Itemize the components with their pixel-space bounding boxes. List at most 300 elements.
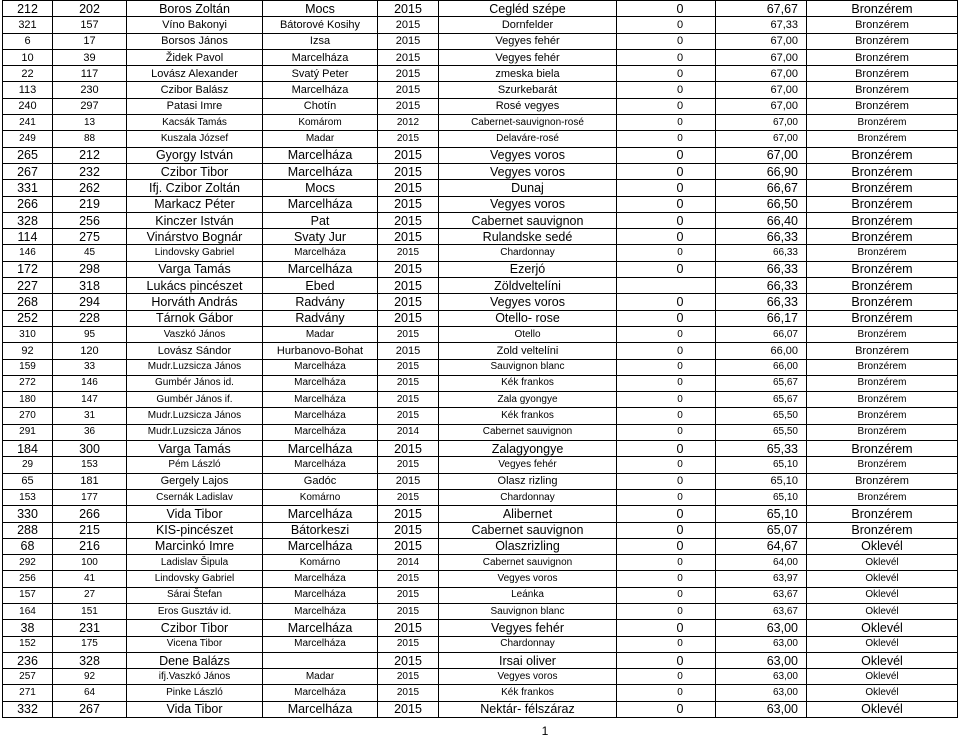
cell-village: Marcelháza xyxy=(263,392,378,408)
cell-wine-name: Vegyes voros xyxy=(439,147,617,163)
cell-col-zero: 0 xyxy=(617,326,716,342)
cell-col-zero: 0 xyxy=(617,66,716,82)
cell-village: Gadóc xyxy=(263,473,378,489)
cell-award: Bronzérem xyxy=(807,180,958,196)
cell-entry-number: 152 xyxy=(3,636,53,652)
cell-village: Madar xyxy=(263,131,378,147)
page-number: 1 xyxy=(541,724,549,738)
cell-score: 66,17 xyxy=(716,310,807,326)
cell-wine-name: Zalagyongye xyxy=(439,441,617,457)
cell-award: Oklevél xyxy=(807,538,958,554)
cell-col-zero: 0 xyxy=(617,131,716,147)
cell-entry-number: 6 xyxy=(3,33,53,49)
cell-sample-number: 151 xyxy=(53,603,127,619)
cell-vintage: 2015 xyxy=(378,441,439,457)
cell-vintage: 2015 xyxy=(378,326,439,342)
cell-vintage: 2015 xyxy=(378,180,439,196)
cell-sample-number: 153 xyxy=(53,457,127,473)
cell-wine-name: Chardonnay xyxy=(439,245,617,261)
cell-award: Bronzérem xyxy=(807,245,958,261)
cell-award: Oklevél xyxy=(807,587,958,603)
cell-vintage: 2015 xyxy=(378,82,439,98)
cell-wine-name: Vegyes fehér xyxy=(439,620,617,636)
table-row xyxy=(3,392,958,408)
cell-col-zero: 0 xyxy=(617,424,716,440)
cell-entry-number: 266 xyxy=(3,196,53,212)
cell-producer: Markacz Péter xyxy=(127,196,263,212)
cell-village: Radvány xyxy=(263,294,378,310)
cell-score: 66,33 xyxy=(716,294,807,310)
cell-producer: Kuszala József xyxy=(127,131,263,147)
cell-producer: Lindovsky Gabriel xyxy=(127,571,263,587)
cell-entry-number: 153 xyxy=(3,489,53,505)
cell-vintage: 2015 xyxy=(378,636,439,652)
cell-producer: Sárai Štefan xyxy=(127,587,263,603)
cell-sample-number: 328 xyxy=(53,652,127,668)
cell-vintage: 2015 xyxy=(378,489,439,505)
cell-sample-number: 146 xyxy=(53,375,127,391)
cell-sample-number: 216 xyxy=(53,538,127,554)
cell-producer: Eros Gusztáv id. xyxy=(127,603,263,619)
cell-vintage: 2015 xyxy=(378,522,439,538)
cell-award: Bronzérem xyxy=(807,261,958,277)
cell-sample-number: 232 xyxy=(53,163,127,179)
cell-wine-name: Ezerjó xyxy=(439,261,617,277)
cell-entry-number: 180 xyxy=(3,392,53,408)
cell-entry-number: 288 xyxy=(3,522,53,538)
cell-vintage: 2015 xyxy=(378,1,439,17)
cell-sample-number: 95 xyxy=(53,326,127,342)
cell-score: 63,67 xyxy=(716,603,807,619)
cell-score: 67,33 xyxy=(716,17,807,33)
cell-producer: Ifj. Czibor Zoltán xyxy=(127,180,263,196)
cell-col-zero: 0 xyxy=(617,33,716,49)
cell-producer: Patasi Imre xyxy=(127,98,263,114)
cell-sample-number: 45 xyxy=(53,245,127,261)
cell-wine-name: Zala gyongye xyxy=(439,392,617,408)
cell-wine-name: Dunaj xyxy=(439,180,617,196)
cell-entry-number: 172 xyxy=(3,261,53,277)
cell-award: Oklevél xyxy=(807,636,958,652)
cell-col-zero: 0 xyxy=(617,473,716,489)
cell-entry-number: 236 xyxy=(3,652,53,668)
cell-vintage: 2015 xyxy=(378,506,439,522)
cell-producer: Varga Tamás xyxy=(127,261,263,277)
cell-col-zero: 0 xyxy=(617,49,716,65)
cell-vintage: 2015 xyxy=(378,375,439,391)
cell-sample-number: 297 xyxy=(53,98,127,114)
cell-entry-number: 159 xyxy=(3,359,53,375)
cell-sample-number: 39 xyxy=(53,49,127,65)
cell-sample-number: 230 xyxy=(53,82,127,98)
cell-wine-name: Alibernet xyxy=(439,506,617,522)
table-row xyxy=(3,669,958,685)
table-row xyxy=(3,571,958,587)
cell-entry-number: 249 xyxy=(3,131,53,147)
cell-sample-number: 181 xyxy=(53,473,127,489)
cell-entry-number: 227 xyxy=(3,278,53,294)
cell-score: 67,00 xyxy=(716,98,807,114)
cell-producer: Vicena Tibor xyxy=(127,636,263,652)
table-row xyxy=(3,278,958,294)
cell-score: 63,00 xyxy=(716,636,807,652)
cell-producer: Dene Balázs xyxy=(127,652,263,668)
cell-award: Bronzérem xyxy=(807,98,958,114)
cell-producer: Ladislav Šipula xyxy=(127,555,263,571)
table-row xyxy=(3,33,958,49)
cell-sample-number: 262 xyxy=(53,180,127,196)
cell-wine-name: Leánka xyxy=(439,587,617,603)
cell-col-zero: 0 xyxy=(617,1,716,17)
cell-village: Marcelháza xyxy=(263,261,378,277)
cell-col-zero: 0 xyxy=(617,636,716,652)
table-row xyxy=(3,457,958,473)
cell-award: Bronzérem xyxy=(807,424,958,440)
cell-col-zero: 0 xyxy=(617,261,716,277)
cell-score: 67,00 xyxy=(716,131,807,147)
cell-score: 65,10 xyxy=(716,506,807,522)
cell-producer: Kacsák Tamás xyxy=(127,115,263,131)
cell-sample-number: 300 xyxy=(53,441,127,457)
table-row xyxy=(3,49,958,65)
cell-producer: Vida Tibor xyxy=(127,506,263,522)
table-row xyxy=(3,212,958,228)
table-row xyxy=(3,701,958,717)
table-row xyxy=(3,245,958,261)
cell-vintage: 2015 xyxy=(378,98,439,114)
cell-col-zero: 0 xyxy=(617,245,716,261)
cell-score: 64,67 xyxy=(716,538,807,554)
cell-score: 67,67 xyxy=(716,1,807,17)
cell-award: Oklevél xyxy=(807,701,958,717)
cell-sample-number: 33 xyxy=(53,359,127,375)
cell-producer: ifj.Vaszkó János xyxy=(127,669,263,685)
cell-score: 67,00 xyxy=(716,33,807,49)
cell-score: 63,00 xyxy=(716,669,807,685)
cell-vintage: 2015 xyxy=(378,538,439,554)
cell-entry-number: 256 xyxy=(3,571,53,587)
cell-village: Marcelháza xyxy=(263,457,378,473)
cell-wine-name: Chardonnay xyxy=(439,489,617,505)
cell-col-zero: 0 xyxy=(617,17,716,33)
cell-producer: Pém László xyxy=(127,457,263,473)
table-row xyxy=(3,66,958,82)
cell-col-zero: 0 xyxy=(617,147,716,163)
cell-wine-name: Cabernet-sauvignon-rosé xyxy=(439,115,617,131)
cell-wine-name: Rulandske sedé xyxy=(439,229,617,245)
cell-col-zero: 0 xyxy=(617,685,716,701)
cell-award: Bronzérem xyxy=(807,131,958,147)
cell-vintage: 2015 xyxy=(378,587,439,603)
cell-producer: Lovász Alexander xyxy=(127,66,263,82)
cell-village: Marcelháza xyxy=(263,375,378,391)
cell-score: 67,00 xyxy=(716,82,807,98)
cell-wine-name: Delaváre-rosé xyxy=(439,131,617,147)
cell-entry-number: 332 xyxy=(3,701,53,717)
cell-vintage: 2015 xyxy=(378,603,439,619)
cell-producer: Mudr.Luzsicza János xyxy=(127,359,263,375)
cell-village: Marcelháza xyxy=(263,538,378,554)
cell-sample-number: 157 xyxy=(53,17,127,33)
cell-col-zero: 0 xyxy=(617,180,716,196)
cell-village: Mocs xyxy=(263,180,378,196)
cell-col-zero: 0 xyxy=(617,359,716,375)
cell-village: Svaty Jur xyxy=(263,229,378,245)
cell-village: Marcelháza xyxy=(263,408,378,424)
cell-score: 65,10 xyxy=(716,457,807,473)
cell-village: Marcelháza xyxy=(263,587,378,603)
cell-vintage: 2015 xyxy=(378,229,439,245)
cell-producer: Pinke László xyxy=(127,685,263,701)
cell-sample-number: 228 xyxy=(53,310,127,326)
cell-producer: KIS-pincészet xyxy=(127,522,263,538)
cell-award: Bronzérem xyxy=(807,375,958,391)
cell-score: 66,40 xyxy=(716,212,807,228)
table-row xyxy=(3,538,958,554)
cell-village: Komárom xyxy=(263,115,378,131)
cell-village: Bátorkeszi xyxy=(263,522,378,538)
cell-col-zero: 0 xyxy=(617,98,716,114)
cell-vintage: 2015 xyxy=(378,163,439,179)
cell-village: Marcelháza xyxy=(263,359,378,375)
cell-village: Komárno xyxy=(263,555,378,571)
table-row xyxy=(3,636,958,652)
cell-entry-number: 65 xyxy=(3,473,53,489)
cell-award: Bronzérem xyxy=(807,522,958,538)
cell-entry-number: 240 xyxy=(3,98,53,114)
cell-award: Bronzérem xyxy=(807,229,958,245)
cell-col-zero: 0 xyxy=(617,603,716,619)
cell-producer: Víno Bakonyi xyxy=(127,17,263,33)
cell-vintage: 2015 xyxy=(378,131,439,147)
cell-wine-name: Vegyes fehér xyxy=(439,33,617,49)
cell-entry-number: 113 xyxy=(3,82,53,98)
cell-wine-name: Vegyes voros xyxy=(439,294,617,310)
cell-village: Madar xyxy=(263,326,378,342)
cell-village: Marcelháza xyxy=(263,685,378,701)
cell-village: Marcelháza xyxy=(263,441,378,457)
cell-entry-number: 328 xyxy=(3,212,53,228)
cell-wine-name: Rosé vegyes xyxy=(439,98,617,114)
cell-producer: Vinárstvo Bognár xyxy=(127,229,263,245)
cell-score: 66,33 xyxy=(716,261,807,277)
cell-village: Marcelháza xyxy=(263,196,378,212)
cell-award: Bronzérem xyxy=(807,17,958,33)
results-table xyxy=(2,0,958,718)
cell-village: Pat xyxy=(263,212,378,228)
cell-award: Bronzérem xyxy=(807,489,958,505)
cell-sample-number: 177 xyxy=(53,489,127,505)
cell-entry-number: 331 xyxy=(3,180,53,196)
cell-entry-number: 265 xyxy=(3,147,53,163)
cell-vintage: 2012 xyxy=(378,115,439,131)
cell-entry-number: 292 xyxy=(3,555,53,571)
table-row xyxy=(3,473,958,489)
cell-sample-number: 31 xyxy=(53,408,127,424)
cell-wine-name: Olaszrizling xyxy=(439,538,617,554)
cell-producer: Židek Pavol xyxy=(127,49,263,65)
cell-village: Marcelháza xyxy=(263,163,378,179)
cell-score: 66,50 xyxy=(716,196,807,212)
cell-producer: Vida Tibor xyxy=(127,701,263,717)
cell-village: Mocs xyxy=(263,1,378,17)
cell-score: 63,97 xyxy=(716,571,807,587)
cell-wine-name: zmeska biela xyxy=(439,66,617,82)
cell-score: 66,33 xyxy=(716,229,807,245)
cell-vintage: 2015 xyxy=(378,669,439,685)
cell-wine-name: Vegyes voros xyxy=(439,669,617,685)
cell-producer: Mudr.Luzsicza János xyxy=(127,424,263,440)
cell-sample-number: 27 xyxy=(53,587,127,603)
cell-wine-name: Kék frankos xyxy=(439,375,617,391)
table-row xyxy=(3,652,958,668)
cell-sample-number: 64 xyxy=(53,685,127,701)
cell-vintage: 2015 xyxy=(378,212,439,228)
cell-award: Bronzérem xyxy=(807,147,958,163)
cell-producer: Gyorgy István xyxy=(127,147,263,163)
cell-col-zero: 0 xyxy=(617,229,716,245)
cell-col-zero: 0 xyxy=(617,392,716,408)
cell-wine-name: Dornfelder xyxy=(439,17,617,33)
cell-producer: Lovász Sándor xyxy=(127,343,263,359)
cell-score: 63,00 xyxy=(716,701,807,717)
cell-wine-name: Irsai oliver xyxy=(439,652,617,668)
cell-score: 67,00 xyxy=(716,49,807,65)
cell-score: 65,50 xyxy=(716,424,807,440)
cell-sample-number: 231 xyxy=(53,620,127,636)
cell-vintage: 2015 xyxy=(378,701,439,717)
table-row xyxy=(3,147,958,163)
cell-producer: Varga Tamás xyxy=(127,441,263,457)
cell-sample-number: 100 xyxy=(53,555,127,571)
cell-producer: Lindovsky Gabriel xyxy=(127,245,263,261)
cell-sample-number: 202 xyxy=(53,1,127,17)
cell-col-zero: 0 xyxy=(617,163,716,179)
cell-col-zero: 0 xyxy=(617,506,716,522)
cell-entry-number: 270 xyxy=(3,408,53,424)
cell-producer: Gumbér János if. xyxy=(127,392,263,408)
cell-village: Madar xyxy=(263,669,378,685)
results-table-body xyxy=(3,1,958,718)
cell-score: 67,00 xyxy=(716,66,807,82)
cell-village: Chotín xyxy=(263,98,378,114)
cell-entry-number: 10 xyxy=(3,49,53,65)
cell-sample-number: 212 xyxy=(53,147,127,163)
cell-village: Marcelháza xyxy=(263,620,378,636)
cell-producer: Czibor Balász xyxy=(127,82,263,98)
cell-producer: Borsos János xyxy=(127,33,263,49)
table-row xyxy=(3,359,958,375)
cell-award: Bronzérem xyxy=(807,457,958,473)
cell-score: 65,10 xyxy=(716,489,807,505)
cell-col-zero: 0 xyxy=(617,587,716,603)
cell-vintage: 2015 xyxy=(378,392,439,408)
cell-col-zero: 0 xyxy=(617,457,716,473)
cell-award: Bronzérem xyxy=(807,343,958,359)
table-row xyxy=(3,603,958,619)
cell-entry-number: 310 xyxy=(3,326,53,342)
table-row xyxy=(3,587,958,603)
cell-producer: Czibor Tibor xyxy=(127,620,263,636)
cell-entry-number: 271 xyxy=(3,685,53,701)
cell-score: 65,67 xyxy=(716,392,807,408)
cell-col-zero: 0 xyxy=(617,489,716,505)
cell-entry-number: 212 xyxy=(3,1,53,17)
cell-sample-number: 41 xyxy=(53,571,127,587)
table-row xyxy=(3,229,958,245)
cell-wine-name: Vegyes voros xyxy=(439,571,617,587)
cell-award: Bronzérem xyxy=(807,1,958,17)
cell-award: Oklevél xyxy=(807,652,958,668)
cell-score: 66,07 xyxy=(716,326,807,342)
cell-sample-number: 298 xyxy=(53,261,127,277)
cell-entry-number: 92 xyxy=(3,343,53,359)
cell-wine-name: Cabernet sauvignon xyxy=(439,555,617,571)
cell-wine-name: Cabernet sauvignon xyxy=(439,424,617,440)
cell-sample-number: 92 xyxy=(53,669,127,685)
cell-village: Marcelháza xyxy=(263,82,378,98)
cell-wine-name: Kék frankos xyxy=(439,685,617,701)
cell-col-zero xyxy=(617,278,716,294)
cell-village: Marcelháza xyxy=(263,506,378,522)
cell-vintage: 2015 xyxy=(378,294,439,310)
cell-wine-name: Nektár- félszáraz xyxy=(439,701,617,717)
cell-entry-number: 267 xyxy=(3,163,53,179)
table-row xyxy=(3,555,958,571)
cell-producer: Csernák Ladislav xyxy=(127,489,263,505)
table-row xyxy=(3,522,958,538)
cell-sample-number: 117 xyxy=(53,66,127,82)
table-row xyxy=(3,424,958,440)
cell-entry-number: 184 xyxy=(3,441,53,457)
cell-award: Bronzérem xyxy=(807,326,958,342)
cell-sample-number: 36 xyxy=(53,424,127,440)
table-row xyxy=(3,343,958,359)
cell-sample-number: 215 xyxy=(53,522,127,538)
cell-entry-number: 38 xyxy=(3,620,53,636)
cell-wine-name: Vegyes fehér xyxy=(439,49,617,65)
table-row xyxy=(3,131,958,147)
cell-vintage: 2015 xyxy=(378,196,439,212)
cell-wine-name: Vegyes fehér xyxy=(439,457,617,473)
cell-wine-name: Vegyes voros xyxy=(439,196,617,212)
cell-wine-name: Vegyes voros xyxy=(439,163,617,179)
cell-wine-name: Sauvignon blanc xyxy=(439,603,617,619)
cell-col-zero: 0 xyxy=(617,652,716,668)
cell-col-zero: 0 xyxy=(617,115,716,131)
cell-vintage: 2015 xyxy=(378,457,439,473)
cell-vintage: 2015 xyxy=(378,310,439,326)
cell-village: Marcelháza xyxy=(263,701,378,717)
table-row xyxy=(3,196,958,212)
cell-vintage: 2015 xyxy=(378,620,439,636)
cell-village: Bátorové Kosihy xyxy=(263,17,378,33)
cell-vintage: 2014 xyxy=(378,555,439,571)
cell-award: Bronzérem xyxy=(807,506,958,522)
table-row xyxy=(3,163,958,179)
cell-village: Marcelháza xyxy=(263,245,378,261)
cell-score: 65,10 xyxy=(716,473,807,489)
cell-col-zero: 0 xyxy=(617,294,716,310)
cell-vintage: 2015 xyxy=(378,17,439,33)
table-row xyxy=(3,294,958,310)
cell-award: Bronzérem xyxy=(807,441,958,457)
table-row xyxy=(3,17,958,33)
cell-score: 66,67 xyxy=(716,180,807,196)
cell-sample-number: 17 xyxy=(53,33,127,49)
cell-village: Marcelháza xyxy=(263,424,378,440)
cell-col-zero: 0 xyxy=(617,343,716,359)
